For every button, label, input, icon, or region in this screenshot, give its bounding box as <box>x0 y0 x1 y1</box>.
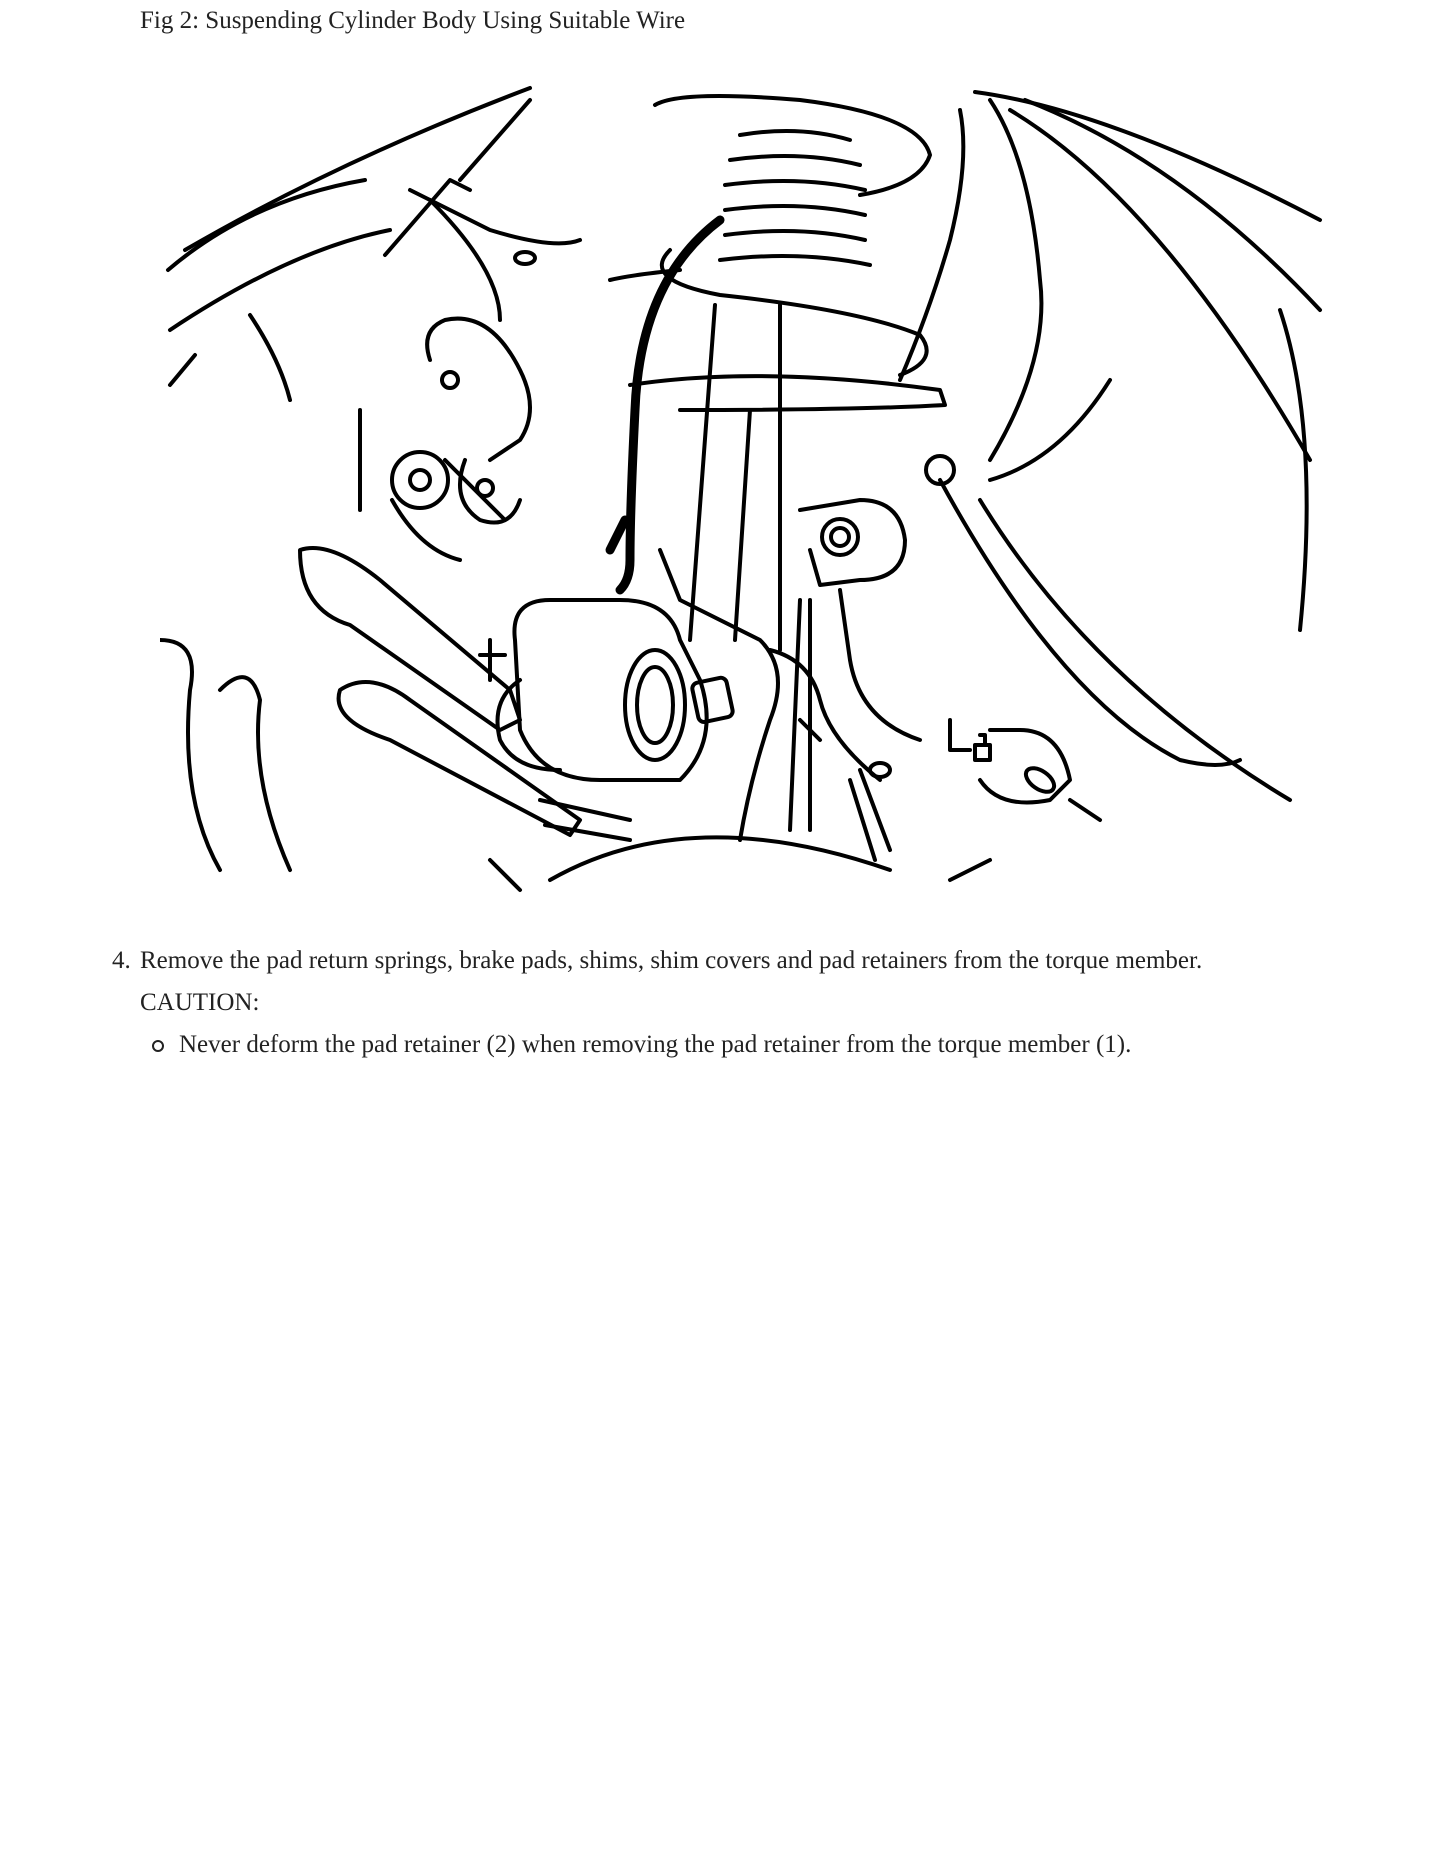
caution-item-text: Never deform the pad retainer (2) when removing the pad retainer from the torque member (1). <box>179 1031 1132 1058</box>
left-line-2 <box>250 315 290 400</box>
suspension-wire-end <box>610 520 625 550</box>
hole-1 <box>515 252 535 264</box>
lower-right-oval <box>1022 763 1059 796</box>
caution-item <box>140 1024 1340 1066</box>
caution-list <box>140 1024 1340 1066</box>
knuckle-arm-3 <box>790 600 800 830</box>
spring-coil-1 <box>740 131 850 140</box>
fender-arc-left <box>168 180 365 270</box>
plate-hole-1 <box>442 372 458 388</box>
knuckle-bolt-outer <box>822 519 858 555</box>
fender-right-3 <box>1010 110 1310 460</box>
hub-arc-2 <box>490 860 520 890</box>
procedure-step-4 <box>112 940 1340 1066</box>
brake-line-right <box>850 770 890 860</box>
strut-left <box>690 305 715 640</box>
lower-arm-1 <box>300 548 520 730</box>
hose-clip <box>870 763 890 777</box>
bracket-lower-right <box>950 720 970 750</box>
step-text: Remove the pad return springs, brake pads, shims, shim covers and pad retainers from the torque member. <box>140 947 1203 974</box>
caliper-piston-inner <box>637 667 673 743</box>
fender-right-7 <box>980 500 1290 800</box>
fender-right-5 <box>900 110 963 380</box>
caliper-pad <box>691 677 734 723</box>
caution-label: CAUTION: <box>140 989 260 1016</box>
caliper-body <box>514 600 706 780</box>
step-number: 4. <box>112 947 131 974</box>
brake-hose-1 <box>770 650 880 780</box>
lower-right-line <box>1070 800 1100 820</box>
fender-right-8 <box>940 480 1240 765</box>
knuckle-bolt-inner <box>831 528 849 546</box>
bullet-circle-icon <box>152 1040 164 1052</box>
spring-coil-6 <box>720 256 870 265</box>
suspension-line-drawing <box>160 80 1325 905</box>
spring-coil-5 <box>725 231 865 240</box>
fender-lower-left <box>170 355 195 385</box>
spring-bottom-loop <box>662 250 927 375</box>
boss-outer <box>392 452 448 508</box>
plate-upper <box>427 319 530 460</box>
knuckle-arm <box>840 590 920 740</box>
spring-coil-3 <box>725 181 865 190</box>
spring-coil-4 <box>725 206 865 215</box>
fender-right-4 <box>990 100 1041 460</box>
left-tire-edge-2 <box>220 677 290 870</box>
procedure-steps <box>112 940 1340 1066</box>
fitting <box>975 735 990 760</box>
fender-right-2 <box>1025 100 1320 310</box>
spring-seat <box>630 376 945 410</box>
lower-arm-2 <box>339 682 580 835</box>
knuckle-bracket <box>800 500 905 585</box>
plate-lower <box>460 460 520 523</box>
figure-caption: Fig 2: Suspending Cylinder Body Using Suitable Wire <box>140 7 686 34</box>
upper-bracket <box>385 180 470 255</box>
strut-center <box>735 410 750 640</box>
left-tire-edge-1 <box>160 640 220 870</box>
boss-inner <box>410 470 430 490</box>
caliper-bracket <box>660 550 778 840</box>
hub-arc <box>550 837 890 880</box>
lower-right-frame <box>980 730 1070 803</box>
spring-coil-2 <box>730 156 860 165</box>
tie-rod <box>540 800 630 840</box>
bottom-right-stub <box>950 860 990 880</box>
fender-right-9 <box>1280 310 1307 630</box>
